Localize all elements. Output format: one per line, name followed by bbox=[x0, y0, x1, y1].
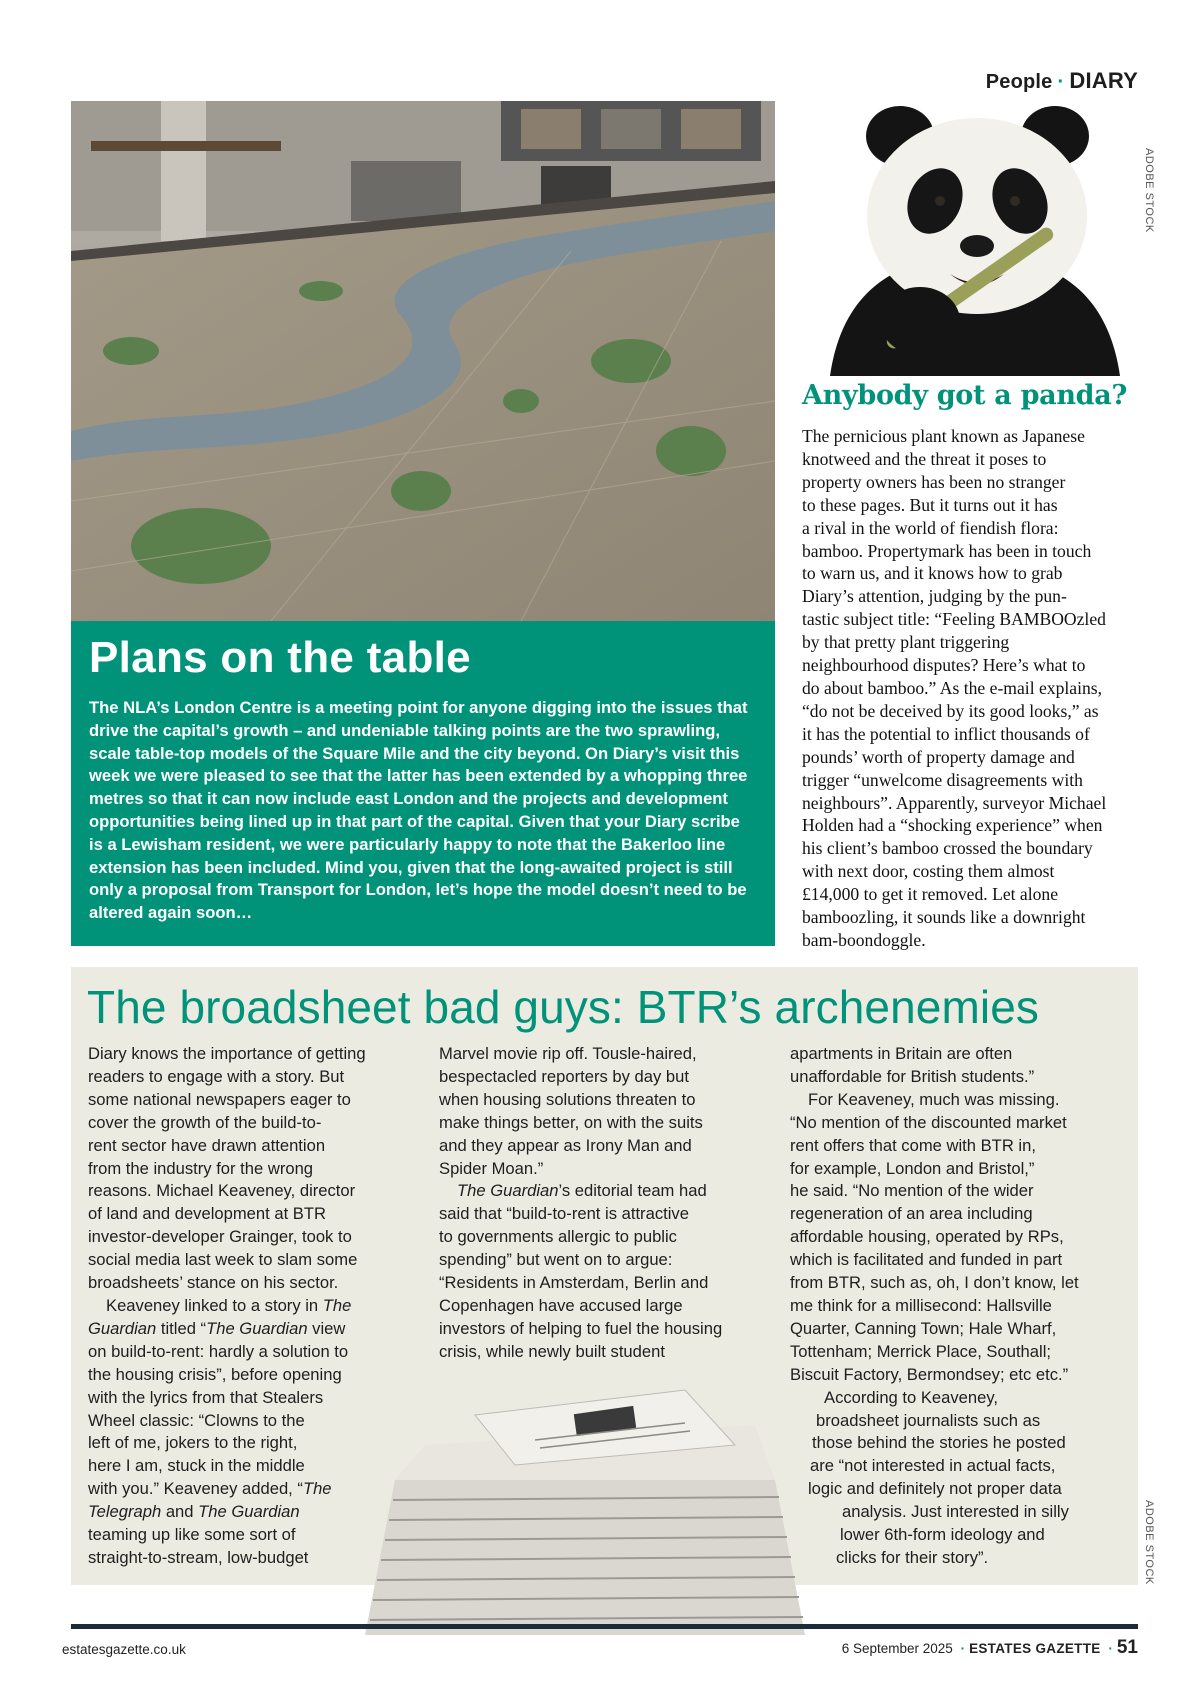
plans-body: The NLA’s London Centre is a meeting point for anyone digging into the issues that drive the capital’s growth – and undeniable talking points are the two sprawling, scale table-top models of the Square Mile and the city beyond. On Diary’s visit this week we were pleased to see that the latter has been extended by a whopping three metres so that it can now include east London and the projects and development opportunities being lined up in that part of the capital. Given that your Diary scribe is a Lewisham resident, we were particularly happy to note that the Bakerloo line extension has been included. Mind you, given that the long-awaited project is still only a proposal from Transport for London, let’s hope the model doesn’t need to be altered again soon… bbox=[89, 698, 748, 923]
text-line: he said. “No mention of the wider bbox=[790, 1181, 1034, 1201]
plans-on-the-table-box bbox=[71, 621, 775, 946]
footer-rule bbox=[71, 1624, 1138, 1629]
publication-name: Telegraph bbox=[88, 1502, 162, 1522]
text-line: cover the growth of the build-to- bbox=[88, 1112, 322, 1132]
panda-line: trigger “unwelcome disagreements with bbox=[802, 769, 1083, 790]
panda-photo bbox=[810, 106, 1140, 376]
text-line: investors of helping to fuel the housing bbox=[439, 1318, 723, 1338]
text-line: Spider Moan.” bbox=[439, 1158, 544, 1178]
section-label: People bbox=[985, 71, 1053, 93]
text-line: Tottenham; Merrick Place, Southall; bbox=[790, 1341, 1052, 1361]
page-number: 51 bbox=[1116, 1637, 1138, 1658]
publication-name: Guardian bbox=[88, 1318, 157, 1338]
text-line: and they appear as Irony Man and bbox=[439, 1135, 692, 1155]
panda-line: £14,000 to get it removed. Let alone bbox=[802, 884, 1059, 905]
text-line bbox=[88, 1478, 366, 1501]
text-line: clicks for their story”. bbox=[836, 1547, 989, 1567]
text-line: when housing solutions threaten to bbox=[439, 1089, 696, 1109]
panda-line: to warn us, and it knows how to grab bbox=[802, 563, 1063, 584]
text-line: logic and definitely not proper data bbox=[808, 1479, 1062, 1499]
text-line: of land and development at BTR bbox=[88, 1204, 326, 1224]
text-run: titled “ bbox=[156, 1318, 207, 1338]
text-line: rent offers that come with BTR in, bbox=[790, 1135, 1036, 1155]
text-line: rent sector have drawn attention bbox=[88, 1135, 326, 1155]
text-line: According to Keaveney, bbox=[824, 1387, 999, 1407]
text-line: Wheel classic: “Clowns to the bbox=[88, 1410, 305, 1430]
header-separator: · bbox=[1057, 71, 1065, 93]
panda-line: “do not be deceived by its good looks,” as bbox=[802, 700, 1099, 721]
text-run: and bbox=[161, 1502, 199, 1522]
panda-line: Diary’s attention, judging by the pun- bbox=[802, 586, 1067, 607]
panda-line: neighbourhood disputes? Here’s what to bbox=[802, 655, 1086, 676]
publication-name: The bbox=[302, 1479, 332, 1499]
text-line: from the industry for the wrong bbox=[88, 1158, 314, 1178]
text-line: which is facilitated and funded in part bbox=[790, 1250, 1063, 1270]
london-model-photo bbox=[71, 101, 775, 621]
text-line: analysis. Just interested in silly bbox=[842, 1502, 1069, 1522]
text-line: for example, London and Bristol,” bbox=[790, 1158, 1035, 1178]
footer-separator: · bbox=[960, 1641, 966, 1656]
section-title: DIARY bbox=[1069, 68, 1138, 93]
footer-separator: · bbox=[1108, 1641, 1113, 1656]
text-line: Copenhagen have accused large bbox=[439, 1295, 683, 1315]
text-line: affordable housing, operated by RPs, bbox=[790, 1227, 1064, 1247]
panda-line: bam-boondoggle. bbox=[802, 929, 926, 950]
photo-credit-top: ADOBE STOCK bbox=[1143, 148, 1155, 233]
panda-line: it has the potential to inflict thousands of bbox=[802, 723, 1090, 744]
text-line: from BTR, such as, oh, I don’t know, let bbox=[790, 1273, 1079, 1293]
publication-name: The Guardian bbox=[457, 1181, 559, 1201]
text-line: said that “build-to-rent is attractive bbox=[439, 1204, 689, 1224]
panda-line: tastic subject title: “Feeling BAMBOOzled bbox=[802, 609, 1106, 630]
text-line: are “not interested in actual facts, bbox=[810, 1456, 1056, 1476]
text-run: ’s editorial team had bbox=[558, 1181, 707, 1201]
text-line: Marvel movie rip off. Tousle-haired, bbox=[439, 1044, 697, 1063]
text-line: investor-developer Grainger, took to bbox=[88, 1227, 352, 1247]
text-line: make things better, on with the suits bbox=[439, 1112, 703, 1132]
text-line: regeneration of an area including bbox=[790, 1204, 1033, 1224]
text-line: those behind the stories he posted bbox=[812, 1433, 1066, 1453]
text-line: Quarter, Canning Town; Hale Wharf, bbox=[790, 1318, 1057, 1338]
panda-line: bamboozling, it sounds like a downright bbox=[802, 907, 1086, 928]
text-line: to governments allergic to public bbox=[439, 1227, 677, 1247]
panda-line: Holden had a “shocking experience” when bbox=[802, 815, 1103, 836]
text-line: here I am, stuck in the middle bbox=[88, 1456, 305, 1476]
plans-heading: Plans on the table bbox=[89, 633, 471, 682]
text-line: left of me, jokers to the right, bbox=[88, 1433, 298, 1453]
panda-line: with next door, costing them almost bbox=[802, 861, 1055, 882]
newspaper-stack-image bbox=[355, 1385, 815, 1635]
text-line: bespectacled reporters by day but bbox=[439, 1066, 689, 1086]
text-line: teaming up like some sort of bbox=[88, 1525, 296, 1545]
text-line: spending” but went on to argue: bbox=[439, 1250, 673, 1270]
text-line bbox=[88, 1318, 366, 1341]
text-line: lower 6th-form ideology and bbox=[840, 1525, 1045, 1545]
text-run: view bbox=[307, 1318, 346, 1338]
text-line: apartments in Britain are often bbox=[790, 1044, 1013, 1063]
btr-column-2 bbox=[439, 1043, 722, 1364]
panda-line: do about bamboo.” As the e-mail explains, bbox=[802, 677, 1103, 698]
text-line: “Residents in Amsterdam, Berlin and bbox=[439, 1273, 709, 1293]
panda-line: The pernicious plant known as Japanese bbox=[802, 426, 1085, 446]
text-line: the housing crisis”, before opening bbox=[88, 1364, 342, 1384]
text-line: straight-to-stream, low-budget bbox=[88, 1547, 309, 1567]
issue-date: 6 September 2025 bbox=[841, 1641, 953, 1656]
publication-title: ESTATES GAZETTE bbox=[969, 1641, 1101, 1656]
text-line: social media last week to slam some bbox=[88, 1250, 358, 1270]
btr-column-1 bbox=[88, 1043, 366, 1570]
text-line: For Keaveney, much was missing. bbox=[808, 1089, 1060, 1109]
text-line: broadsheet journalists such as bbox=[816, 1410, 1041, 1430]
text-line: Biscuit Factory, Bermondsey; etc etc.” bbox=[790, 1364, 1069, 1384]
panda-line: by that pretty plant triggering bbox=[802, 632, 1010, 653]
panda-line: bamboo. Propertymark has been in touch bbox=[802, 540, 1092, 561]
panda-line: property owners has been no stranger bbox=[802, 471, 1066, 492]
text-line bbox=[88, 1501, 366, 1524]
text-line: with the lyrics from that Stealers bbox=[88, 1387, 324, 1407]
text-line: unaffordable for British students.” bbox=[790, 1066, 1035, 1086]
panda-line: his client’s bamboo crossed the boundary bbox=[802, 838, 1093, 859]
panda-line: neighbours”. Apparently, surveyor Michael bbox=[802, 792, 1107, 813]
panda-line: pounds’ worth of property damage and bbox=[802, 746, 1075, 767]
publication-name: The Guardian bbox=[198, 1502, 300, 1522]
text-run: Keaveney linked to a story in bbox=[106, 1295, 323, 1315]
text-line: broadsheets’ stance on his sector. bbox=[88, 1273, 339, 1293]
panda-body bbox=[802, 425, 1138, 952]
footer-info bbox=[842, 1637, 1138, 1659]
text-line: on build-to-rent: hardly a solution to bbox=[88, 1341, 349, 1361]
panda-line: a rival in the world of fiendish flora: bbox=[802, 517, 1059, 538]
panda-heading: Anybody got a panda? bbox=[802, 380, 1127, 411]
text-line: “No mention of the discounted market bbox=[790, 1112, 1067, 1132]
text-line bbox=[439, 1180, 722, 1203]
section-header bbox=[986, 68, 1138, 94]
text-line: Diary knows the importance of getting bbox=[88, 1044, 366, 1063]
publication-name: The bbox=[322, 1295, 352, 1315]
footer-website: estatesgazette.co.uk bbox=[62, 1642, 186, 1657]
text-line: crisis, while newly built student bbox=[439, 1341, 665, 1361]
text-line: some national newspapers eager to bbox=[88, 1089, 351, 1109]
text-line: reasons. Michael Keaveney, director bbox=[88, 1181, 356, 1201]
panda-line: knotweed and the threat it poses to bbox=[802, 448, 1047, 469]
btr-column-3 bbox=[790, 1043, 1079, 1570]
text-line: me think for a millisecond: Hallsville bbox=[790, 1295, 1052, 1315]
text-line bbox=[88, 1295, 366, 1318]
text-run: with you.” Keaveney added, “ bbox=[88, 1479, 303, 1499]
photo-credit-bottom: ADOBE STOCK bbox=[1143, 1500, 1155, 1585]
btr-heading: The broadsheet bad guys: BTR’s archenemies bbox=[87, 981, 1039, 1033]
panda-line: to these pages. But it turns out it has bbox=[802, 494, 1058, 515]
text-line: readers to engage with a story. But bbox=[88, 1066, 345, 1086]
publication-name: The Guardian bbox=[206, 1318, 308, 1338]
